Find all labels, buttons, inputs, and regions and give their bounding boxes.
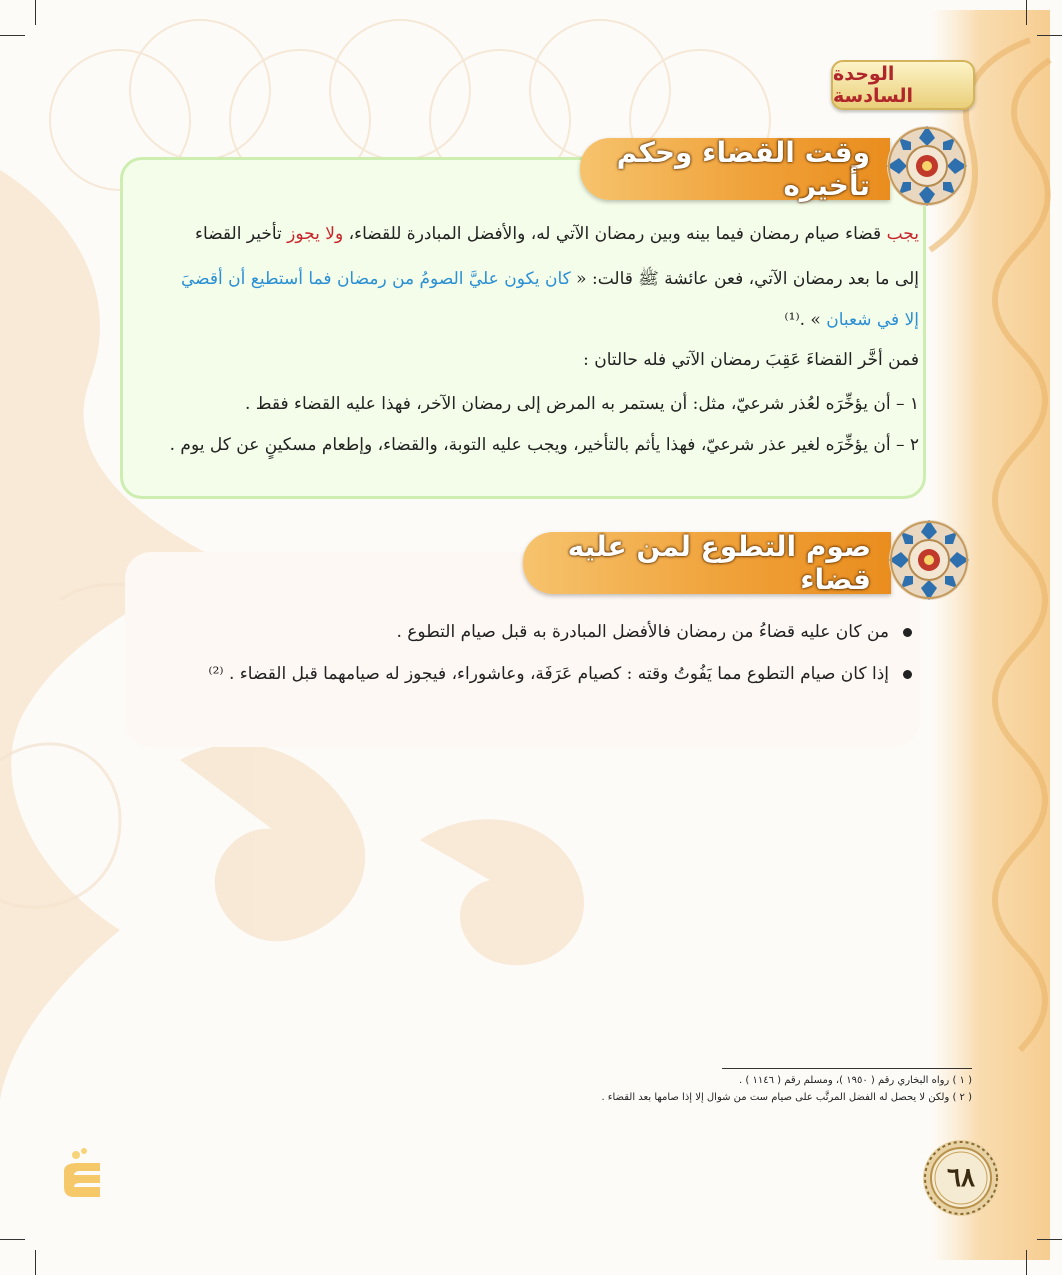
ornament-medallion-icon [885,124,969,208]
crop-mark [1026,1250,1027,1275]
crop-mark [1026,0,1027,25]
footnote-rule [722,1068,972,1069]
bullet-text: إذا كان صيام التطوع مما يَفُوتُ وقته : كصيام عَرَفَة، وعاشوراء، فيجوز له صيامهما قبل القضاء . ⁽²⁾ [208,664,889,684]
crop-mark [35,0,36,25]
page-number-badge [922,1139,1000,1217]
bullet-text: من كان عليه قضاءُ من رمضان فالأفضل المبادرة به قبل صيام التطوع . [396,622,889,642]
section-2-title: صوم التطوع لمن عليه قضاء [523,532,891,594]
text-line: فمن أخَّر القضاءَ عَقِبَ رمضان الآتي فله حالتان : [583,350,919,370]
crop-mark [0,35,25,36]
footnote-1: ( ١ ) رواه البخاري رقم ( ١٩٥٠ )، ومسلم رقم ( ١١٤٦ ) . [739,1075,972,1086]
case-2: ٢ – أن يؤخِّرَه لغير عذر شرعيّ، فهذا يأثم بالتأخير، ويجب عليه التوبة، والقضاء، وإطعام مسكينٍ عن كل يوم . [169,435,919,455]
crop-mark [1037,1239,1062,1240]
page-number: ٦٨ [947,1163,975,1193]
body-text: تأخير القضاء [195,224,288,244]
body-text: قضاء صيام رمضان فيما بينه وبين رمضان الآتي له، والأفضل المبادرة للقضاء، [343,224,887,244]
text-line [181,268,919,293]
hadith-text: إلا في شعبان [826,310,919,330]
section-1-body [129,222,919,472]
text-line [784,310,919,330]
section-2-body [152,622,912,702]
bullet-icon [903,628,912,637]
bullet-item [208,664,912,684]
unit-badge: الوحدة السادسة [831,60,975,110]
bullet-icon [903,670,912,679]
crop-mark [35,1250,36,1275]
ornament-medallion-icon [887,518,971,602]
crop-mark [1037,35,1062,36]
footnote-2: ( ٢ ) ولكن لا يحصل له الفضل المرتَّب على صيام ست من شوال إلا إذا صامها بعد القضاء . [601,1092,972,1103]
bullet-item [396,622,912,642]
emphasis-text: يجب [886,224,919,244]
hadith-text: كان يكون عليَّ الصومُ من رمضان فما أستطيع أن أقضيَ [181,269,571,289]
case-1: ١ – أن يؤخِّرَه لعُذر شرعيّ، مثل: أن يستمر به المرض إلى رمضان الآخر، فهذا عليه القضاء فقط . [244,394,919,414]
crop-mark [0,1239,25,1240]
text-line [195,224,919,244]
publisher-logo-icon [56,1145,108,1207]
emphasis-text: ولا يجوز [287,224,344,244]
body-text: » .⁽¹⁾ [784,310,827,330]
section-1-title: وقت القضاء وحكم تأخيره [580,138,890,200]
footnotes [542,1068,972,1103]
body-text: إلى ما بعد رمضان الآتي، فعن عائشة ﷺ قالت: « [570,269,919,289]
